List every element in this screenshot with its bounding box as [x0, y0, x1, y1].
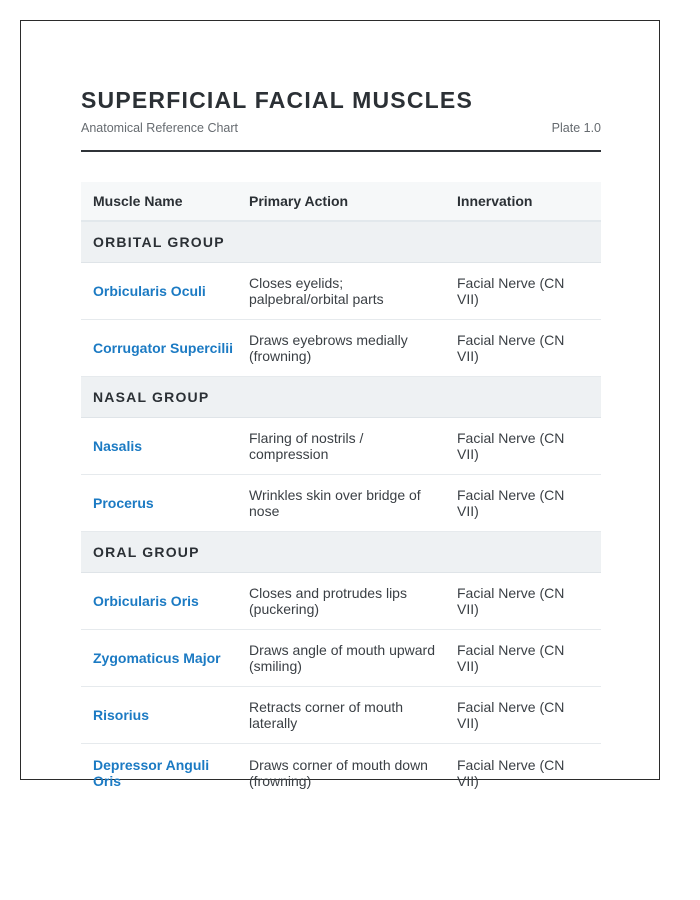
- muscle-name: Orbicularis Oculi: [93, 283, 206, 299]
- table-row: [81, 630, 601, 687]
- innervation: Facial Nerve (CN VII): [457, 332, 565, 364]
- table-row: [81, 744, 601, 801]
- table-row: [81, 573, 601, 630]
- muscle-name: Risorius: [93, 707, 150, 723]
- primary-action: Closes eyelids; palpebral/orbital parts: [249, 275, 384, 307]
- page-title: SUPERFICIAL FACIAL MUSCLES: [81, 87, 473, 113]
- muscle-name: Procerus: [93, 495, 154, 511]
- table-row: [81, 263, 601, 320]
- muscle-name: Depressor Anguli Oris: [93, 756, 210, 789]
- group-row-nasal: NASAL GROUP: [81, 377, 601, 418]
- column-header-muscle-name: Muscle Name: [93, 193, 183, 209]
- innervation: Facial Nerve (CN VII): [457, 430, 565, 462]
- innervation: Facial Nerve (CN VII): [457, 699, 565, 731]
- primary-action: Draws eyebrows medially (frowning): [249, 332, 408, 364]
- primary-action: Closes and protrudes lips (puckering): [249, 585, 407, 617]
- subtitle-row: [81, 120, 601, 136]
- plate-number: Plate 1.0: [551, 121, 601, 135]
- primary-action: Retracts corner of mouth laterally: [249, 699, 404, 731]
- chart-subtitle: Anatomical Reference Chart: [81, 121, 239, 135]
- primary-action: Wrinkles skin over bridge of nose: [249, 487, 421, 519]
- chart-header: [81, 86, 601, 136]
- table-row: [81, 475, 601, 532]
- muscle-table: [81, 182, 601, 801]
- table-header-row: [81, 182, 601, 222]
- muscle-name: Zygomaticus Major: [93, 650, 221, 666]
- innervation: Facial Nerve (CN VII): [457, 642, 565, 674]
- muscle-name: Corrugator Supercilii: [93, 340, 234, 356]
- group-row-oral: ORAL GROUP: [81, 532, 601, 573]
- primary-action: Draws angle of mouth upward (smiling): [249, 642, 435, 674]
- innervation: Facial Nerve (CN VII): [457, 585, 565, 617]
- muscle-name: Nasalis: [93, 438, 143, 454]
- innervation: Facial Nerve (CN VII): [457, 275, 565, 307]
- table-row: [81, 418, 601, 475]
- table-row: [81, 687, 601, 744]
- muscle-name: Orbicularis Oris: [93, 593, 199, 609]
- column-header-primary-action: Primary Action: [249, 193, 349, 209]
- innervation: Facial Nerve (CN VII): [457, 756, 565, 789]
- table-row: [81, 320, 601, 377]
- primary-action: Draws corner of mouth down (frowning): [249, 756, 428, 789]
- column-header-innervation: Innervation: [457, 193, 533, 209]
- primary-action: Flaring of nostrils / compression: [249, 430, 364, 462]
- innervation: Facial Nerve (CN VII): [457, 487, 565, 519]
- group-row-orbital: ORBITAL GROUP: [81, 222, 601, 263]
- header-divider: [81, 150, 601, 152]
